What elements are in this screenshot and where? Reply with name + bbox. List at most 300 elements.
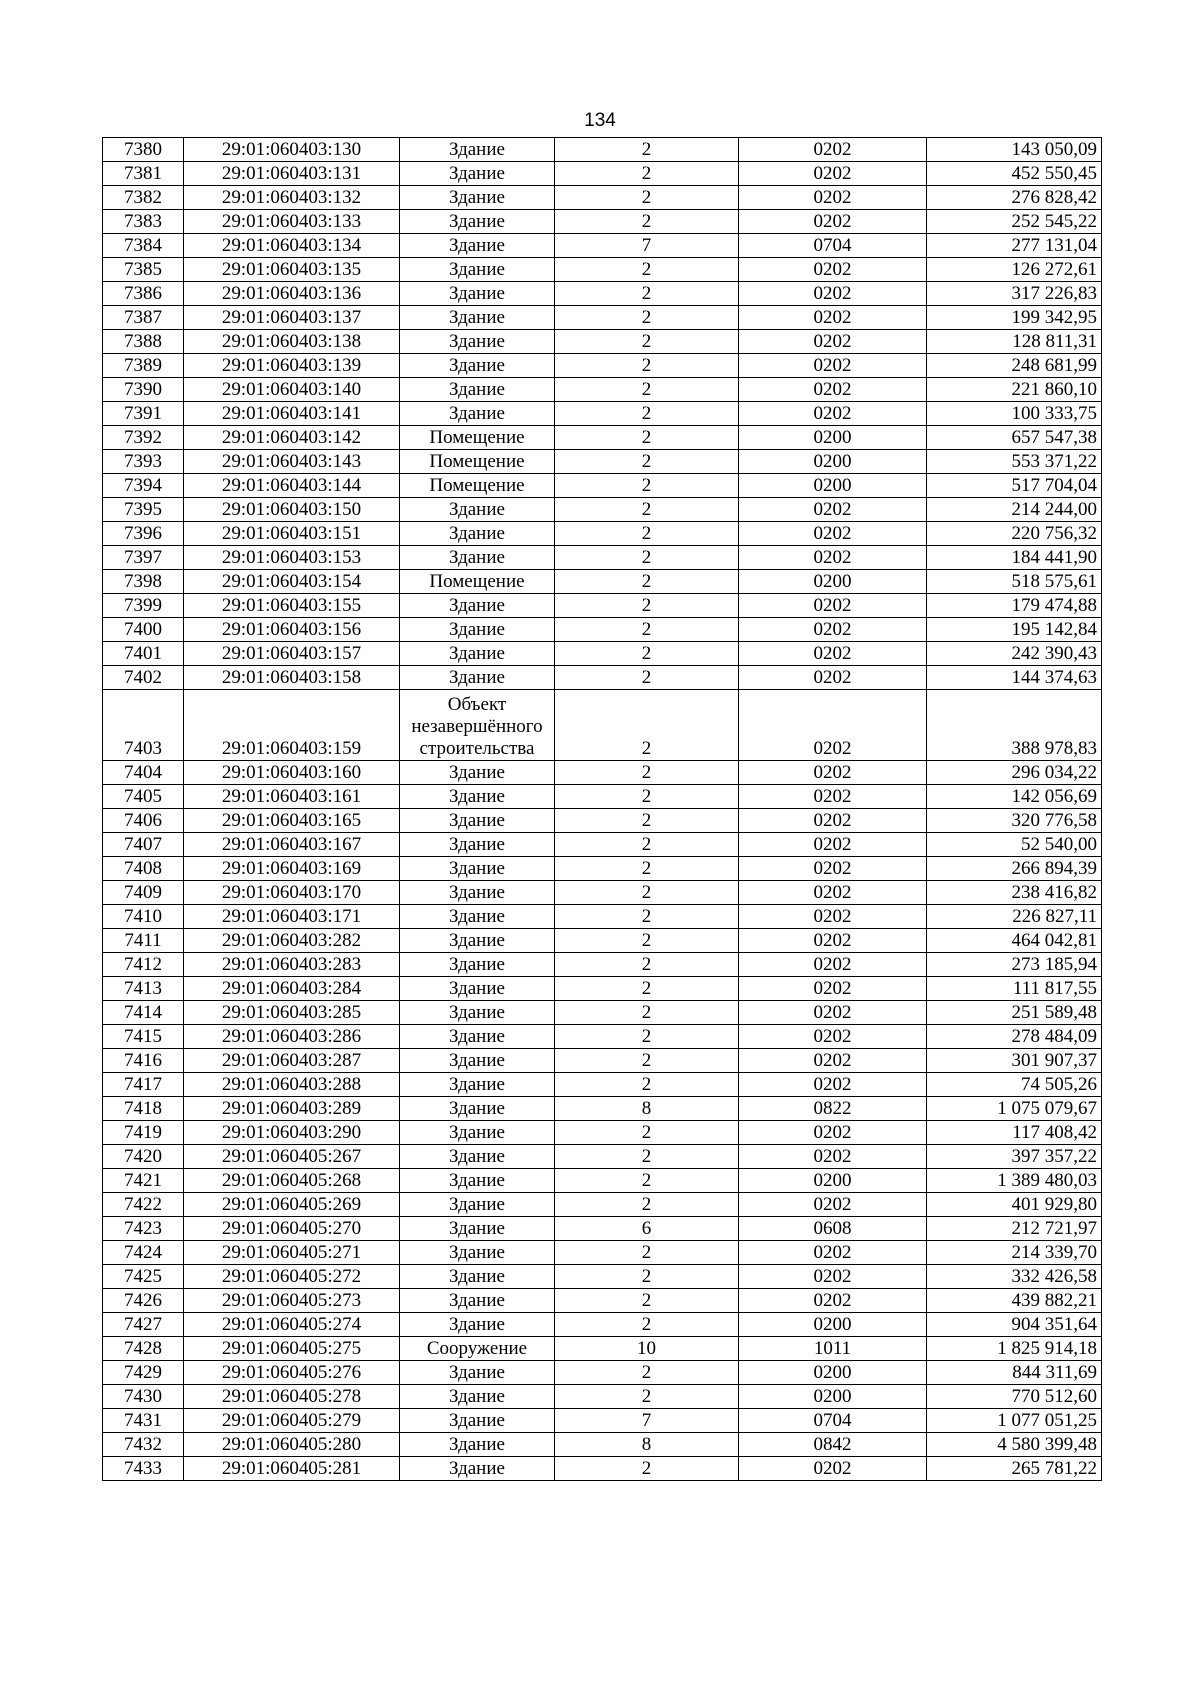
cadastral-number-cell: 29:01:060403:167	[184, 833, 400, 857]
row-number-cell: 7404	[103, 761, 184, 785]
object-type-cell: Здание	[400, 1145, 555, 1169]
row-number-cell: 7418	[103, 1097, 184, 1121]
value-cell: 904 351,64	[927, 1313, 1102, 1337]
object-type-cell: Здание	[400, 905, 555, 929]
row-number-cell: 7402	[103, 666, 184, 690]
table-row	[103, 1433, 1102, 1457]
value-cell: 195 142,84	[927, 618, 1102, 642]
object-type-cell: Здание	[400, 594, 555, 618]
row-number-cell: 7414	[103, 1001, 184, 1025]
value-cell: 296 034,22	[927, 761, 1102, 785]
object-type-cell: Сооружение	[400, 1337, 555, 1361]
value-cell: 251 589,48	[927, 1001, 1102, 1025]
group-cell: 2	[555, 378, 739, 402]
group-cell: 2	[555, 809, 739, 833]
row-number-cell: 7390	[103, 378, 184, 402]
group-cell: 2	[555, 1457, 739, 1481]
value-cell: 464 042,81	[927, 929, 1102, 953]
group-cell: 7	[555, 234, 739, 258]
cadastral-number-cell: 29:01:060405:273	[184, 1289, 400, 1313]
row-number-cell: 7431	[103, 1409, 184, 1433]
code-cell: 0202	[739, 258, 927, 282]
table-row	[103, 1193, 1102, 1217]
group-cell: 2	[555, 138, 739, 162]
group-cell: 2	[555, 1049, 739, 1073]
row-number-cell: 7420	[103, 1145, 184, 1169]
code-cell: 0202	[739, 1457, 927, 1481]
code-cell: 0202	[739, 1049, 927, 1073]
table-row	[103, 1169, 1102, 1193]
object-type-cell: Здание	[400, 186, 555, 210]
cadastral-number-cell: 29:01:060403:139	[184, 354, 400, 378]
code-cell: 0202	[739, 330, 927, 354]
code-cell: 0202	[739, 1241, 927, 1265]
code-cell: 0202	[739, 690, 927, 761]
table-row	[103, 833, 1102, 857]
table-row	[103, 546, 1102, 570]
value-cell: 265 781,22	[927, 1457, 1102, 1481]
table-row	[103, 618, 1102, 642]
cadastral-number-cell: 29:01:060403:159	[184, 690, 400, 761]
object-type-cell: Здание	[400, 1433, 555, 1457]
table-row	[103, 234, 1102, 258]
table-row	[103, 186, 1102, 210]
table-row	[103, 354, 1102, 378]
row-number-cell: 7427	[103, 1313, 184, 1337]
cadastral-number-cell: 29:01:060403:150	[184, 498, 400, 522]
code-cell: 0202	[739, 1121, 927, 1145]
value-cell: 143 050,09	[927, 138, 1102, 162]
table-row	[103, 953, 1102, 977]
code-cell: 0202	[739, 666, 927, 690]
group-cell: 2	[555, 642, 739, 666]
group-cell: 8	[555, 1097, 739, 1121]
code-cell: 0202	[739, 498, 927, 522]
value-cell: 320 776,58	[927, 809, 1102, 833]
code-cell: 0202	[739, 761, 927, 785]
cadastral-number-cell: 29:01:060403:170	[184, 881, 400, 905]
object-type-cell: Здание	[400, 1361, 555, 1385]
code-cell: 0202	[739, 402, 927, 426]
value-cell: 252 545,22	[927, 210, 1102, 234]
code-cell: 0200	[739, 1385, 927, 1409]
value-cell: 1 075 079,67	[927, 1097, 1102, 1121]
group-cell: 2	[555, 1385, 739, 1409]
code-cell: 0200	[739, 570, 927, 594]
row-number-cell: 7411	[103, 929, 184, 953]
group-cell: 2	[555, 905, 739, 929]
value-cell: 657 547,38	[927, 426, 1102, 450]
group-cell: 6	[555, 1217, 739, 1241]
cadastral-number-cell: 29:01:060403:287	[184, 1049, 400, 1073]
group-cell: 2	[555, 1289, 739, 1313]
row-number-cell: 7401	[103, 642, 184, 666]
group-cell: 10	[555, 1337, 739, 1361]
value-cell: 142 056,69	[927, 785, 1102, 809]
cadastral-number-cell: 29:01:060403:134	[184, 234, 400, 258]
group-cell: 2	[555, 1073, 739, 1097]
table-row	[103, 210, 1102, 234]
cadastral-number-cell: 29:01:060405:272	[184, 1265, 400, 1289]
value-cell: 452 550,45	[927, 162, 1102, 186]
row-number-cell: 7412	[103, 953, 184, 977]
table-row	[103, 498, 1102, 522]
cadastral-number-cell: 29:01:060403:157	[184, 642, 400, 666]
row-number-cell: 7382	[103, 186, 184, 210]
object-type-cell: Здание	[400, 1457, 555, 1481]
value-cell: 397 357,22	[927, 1145, 1102, 1169]
code-cell: 0704	[739, 1409, 927, 1433]
cadastral-number-cell: 29:01:060405:281	[184, 1457, 400, 1481]
row-number-cell: 7381	[103, 162, 184, 186]
group-cell: 2	[555, 833, 739, 857]
table-row	[103, 809, 1102, 833]
table-row	[103, 522, 1102, 546]
code-cell: 0202	[739, 618, 927, 642]
group-cell: 2	[555, 594, 739, 618]
object-type-cell: Здание	[400, 1289, 555, 1313]
group-cell: 2	[555, 1241, 739, 1265]
row-number-cell: 7391	[103, 402, 184, 426]
object-type-cell: Здание	[400, 618, 555, 642]
cadastral-number-cell: 29:01:060403:286	[184, 1025, 400, 1049]
group-cell: 2	[555, 186, 739, 210]
value-cell: 1 077 051,25	[927, 1409, 1102, 1433]
object-type-cell: Здание	[400, 1217, 555, 1241]
table-row	[103, 1145, 1102, 1169]
cadastral-number-cell: 29:01:060403:169	[184, 857, 400, 881]
cadastral-number-cell: 29:01:060403:284	[184, 977, 400, 1001]
row-number-cell: 7397	[103, 546, 184, 570]
value-cell: 126 272,61	[927, 258, 1102, 282]
object-type-cell: Помещение	[400, 426, 555, 450]
table-row	[103, 1073, 1102, 1097]
value-cell: 226 827,11	[927, 905, 1102, 929]
cadastral-number-cell: 29:01:060403:158	[184, 666, 400, 690]
row-number-cell: 7399	[103, 594, 184, 618]
cadastral-number-cell: 29:01:060403:285	[184, 1001, 400, 1025]
table-row	[103, 666, 1102, 690]
value-cell: 317 226,83	[927, 282, 1102, 306]
cadastral-number-cell: 29:01:060405:268	[184, 1169, 400, 1193]
object-type-cell: Здание	[400, 1193, 555, 1217]
cadastral-number-cell: 29:01:060403:156	[184, 618, 400, 642]
row-number-cell: 7433	[103, 1457, 184, 1481]
code-cell: 0202	[739, 522, 927, 546]
row-number-cell: 7393	[103, 450, 184, 474]
object-type-cell: Здание	[400, 282, 555, 306]
object-type-cell: Здание	[400, 833, 555, 857]
value-cell: 214 339,70	[927, 1241, 1102, 1265]
group-cell: 2	[555, 162, 739, 186]
table-row	[103, 426, 1102, 450]
object-type-cell: Здание	[400, 402, 555, 426]
cadastral-number-cell: 29:01:060403:290	[184, 1121, 400, 1145]
row-number-cell: 7400	[103, 618, 184, 642]
cadastral-number-cell: 29:01:060405:280	[184, 1433, 400, 1457]
group-cell: 2	[555, 1001, 739, 1025]
table-row	[103, 1385, 1102, 1409]
code-cell: 0202	[739, 186, 927, 210]
value-cell: 332 426,58	[927, 1265, 1102, 1289]
row-number-cell: 7389	[103, 354, 184, 378]
table-row	[103, 378, 1102, 402]
object-type-cell: Здание	[400, 666, 555, 690]
group-cell: 2	[555, 690, 739, 761]
object-type-cell: Здание	[400, 522, 555, 546]
object-type-cell: Здание	[400, 857, 555, 881]
value-cell: 278 484,09	[927, 1025, 1102, 1049]
row-number-cell: 7388	[103, 330, 184, 354]
group-cell: 7	[555, 1409, 739, 1433]
row-number-cell: 7407	[103, 833, 184, 857]
row-number-cell: 7421	[103, 1169, 184, 1193]
code-cell: 0202	[739, 378, 927, 402]
code-cell: 0202	[739, 354, 927, 378]
group-cell: 2	[555, 929, 739, 953]
cadastral-number-cell: 29:01:060403:154	[184, 570, 400, 594]
code-cell: 0202	[739, 905, 927, 929]
registry-table-body	[103, 138, 1102, 1481]
row-number-cell: 7387	[103, 306, 184, 330]
table-row	[103, 570, 1102, 594]
value-cell: 401 929,80	[927, 1193, 1102, 1217]
code-cell: 0202	[739, 953, 927, 977]
object-type-cell: Здание	[400, 306, 555, 330]
group-cell: 2	[555, 210, 739, 234]
cadastral-number-cell: 29:01:060405:275	[184, 1337, 400, 1361]
table-row	[103, 330, 1102, 354]
value-cell: 276 828,42	[927, 186, 1102, 210]
table-row	[103, 594, 1102, 618]
table-row	[103, 1049, 1102, 1073]
table-row	[103, 1217, 1102, 1241]
cadastral-number-cell: 29:01:060403:289	[184, 1097, 400, 1121]
value-cell: 184 441,90	[927, 546, 1102, 570]
cadastral-number-cell: 29:01:060405:278	[184, 1385, 400, 1409]
code-cell: 0822	[739, 1097, 927, 1121]
code-cell: 0200	[739, 1361, 927, 1385]
table-row	[103, 1337, 1102, 1361]
group-cell: 2	[555, 450, 739, 474]
object-type-cell: Помещение	[400, 450, 555, 474]
object-type-cell: Здание	[400, 1049, 555, 1073]
code-cell: 0202	[739, 282, 927, 306]
table-row	[103, 162, 1102, 186]
code-cell: 0202	[739, 881, 927, 905]
cadastral-number-cell: 29:01:060403:131	[184, 162, 400, 186]
row-number-cell: 7426	[103, 1289, 184, 1313]
group-cell: 2	[555, 306, 739, 330]
object-type-cell: Здание	[400, 1025, 555, 1049]
cadastral-number-cell: 29:01:060403:144	[184, 474, 400, 498]
value-cell: 179 474,88	[927, 594, 1102, 618]
value-cell: 74 505,26	[927, 1073, 1102, 1097]
value-cell: 1 825 914,18	[927, 1337, 1102, 1361]
object-type-cell: Здание	[400, 761, 555, 785]
group-cell: 2	[555, 1193, 739, 1217]
table-row	[103, 1121, 1102, 1145]
group-cell: 2	[555, 1169, 739, 1193]
group-cell: 2	[555, 1361, 739, 1385]
registry-table	[102, 137, 1102, 1481]
object-type-cell: Здание	[400, 1097, 555, 1121]
value-cell: 242 390,43	[927, 642, 1102, 666]
row-number-cell: 7408	[103, 857, 184, 881]
cadastral-number-cell: 29:01:060403:138	[184, 330, 400, 354]
value-cell: 238 416,82	[927, 881, 1102, 905]
code-cell: 0202	[739, 594, 927, 618]
cadastral-number-cell: 29:01:060403:132	[184, 186, 400, 210]
group-cell: 2	[555, 977, 739, 1001]
code-cell: 0202	[739, 642, 927, 666]
value-cell: 4 580 399,48	[927, 1433, 1102, 1457]
row-number-cell: 7394	[103, 474, 184, 498]
code-cell: 0202	[739, 1025, 927, 1049]
cadastral-number-cell: 29:01:060403:288	[184, 1073, 400, 1097]
group-cell: 2	[555, 881, 739, 905]
object-type-cell: Здание	[400, 929, 555, 953]
group-cell: 2	[555, 282, 739, 306]
cadastral-number-cell: 29:01:060405:271	[184, 1241, 400, 1265]
value-cell: 1 389 480,03	[927, 1169, 1102, 1193]
cadastral-number-cell: 29:01:060403:151	[184, 522, 400, 546]
value-cell: 117 408,42	[927, 1121, 1102, 1145]
row-number-cell: 7403	[103, 690, 184, 761]
cadastral-number-cell: 29:01:060405:270	[184, 1217, 400, 1241]
table-row	[103, 905, 1102, 929]
table-row	[103, 1001, 1102, 1025]
row-number-cell: 7425	[103, 1265, 184, 1289]
cadastral-number-cell: 29:01:060403:153	[184, 546, 400, 570]
value-cell: 553 371,22	[927, 450, 1102, 474]
cadastral-number-cell: 29:01:060403:130	[184, 138, 400, 162]
object-type-cell: Здание	[400, 977, 555, 1001]
group-cell: 2	[555, 1265, 739, 1289]
cadastral-number-cell: 29:01:060403:143	[184, 450, 400, 474]
row-number-cell: 7428	[103, 1337, 184, 1361]
table-row	[103, 1289, 1102, 1313]
table-row	[103, 282, 1102, 306]
cadastral-number-cell: 29:01:060403:135	[184, 258, 400, 282]
group-cell: 8	[555, 1433, 739, 1457]
row-number-cell: 7405	[103, 785, 184, 809]
value-cell: 844 311,69	[927, 1361, 1102, 1385]
object-type-cell: Здание	[400, 809, 555, 833]
row-number-cell: 7423	[103, 1217, 184, 1241]
object-type-cell: Помещение	[400, 570, 555, 594]
table-row	[103, 977, 1102, 1001]
table-row	[103, 474, 1102, 498]
code-cell: 0202	[739, 138, 927, 162]
cadastral-number-cell: 29:01:060405:269	[184, 1193, 400, 1217]
row-number-cell: 7384	[103, 234, 184, 258]
value-cell: 221 860,10	[927, 378, 1102, 402]
row-number-cell: 7416	[103, 1049, 184, 1073]
table-row	[103, 881, 1102, 905]
group-cell: 2	[555, 1025, 739, 1049]
group-cell: 2	[555, 258, 739, 282]
cadastral-number-cell: 29:01:060405:276	[184, 1361, 400, 1385]
object-type-cell: Здание	[400, 546, 555, 570]
object-type-cell: Здание	[400, 378, 555, 402]
code-cell: 0202	[739, 977, 927, 1001]
group-cell: 2	[555, 1145, 739, 1169]
group-cell: 2	[555, 546, 739, 570]
row-number-cell: 7429	[103, 1361, 184, 1385]
table-row	[103, 138, 1102, 162]
row-number-cell: 7419	[103, 1121, 184, 1145]
object-type-cell: Здание	[400, 138, 555, 162]
group-cell: 2	[555, 330, 739, 354]
value-cell: 220 756,32	[927, 522, 1102, 546]
object-type-cell: Здание	[400, 1385, 555, 1409]
cadastral-number-cell: 29:01:060403:133	[184, 210, 400, 234]
cadastral-number-cell: 29:01:060405:274	[184, 1313, 400, 1337]
row-number-cell: 7430	[103, 1385, 184, 1409]
group-cell: 2	[555, 1313, 739, 1337]
cadastral-number-cell: 29:01:060403:283	[184, 953, 400, 977]
code-cell: 0202	[739, 833, 927, 857]
cadastral-number-cell: 29:01:060403:282	[184, 929, 400, 953]
cadastral-number-cell: 29:01:060403:140	[184, 378, 400, 402]
row-number-cell: 7417	[103, 1073, 184, 1097]
row-number-cell: 7415	[103, 1025, 184, 1049]
code-cell: 0202	[739, 1145, 927, 1169]
group-cell: 2	[555, 785, 739, 809]
cadastral-number-cell: 29:01:060403:160	[184, 761, 400, 785]
object-type-cell: Здание	[400, 1313, 555, 1337]
value-cell: 144 374,63	[927, 666, 1102, 690]
code-cell: 0202	[739, 929, 927, 953]
value-cell: 199 342,95	[927, 306, 1102, 330]
object-type-cell: Здание	[400, 1073, 555, 1097]
code-cell: 0202	[739, 809, 927, 833]
table-row	[103, 258, 1102, 282]
table-row	[103, 1457, 1102, 1481]
object-type-cell: Здание	[400, 881, 555, 905]
row-number-cell: 7383	[103, 210, 184, 234]
value-cell: 266 894,39	[927, 857, 1102, 881]
code-cell: 0202	[739, 1001, 927, 1025]
value-cell: 518 575,61	[927, 570, 1102, 594]
value-cell: 517 704,04	[927, 474, 1102, 498]
group-cell: 2	[555, 857, 739, 881]
value-cell: 770 512,60	[927, 1385, 1102, 1409]
value-cell: 111 817,55	[927, 977, 1102, 1001]
cadastral-number-cell: 29:01:060403:165	[184, 809, 400, 833]
group-cell: 2	[555, 953, 739, 977]
code-cell: 0704	[739, 234, 927, 258]
group-cell: 2	[555, 570, 739, 594]
code-cell: 0202	[739, 857, 927, 881]
object-type-cell: Здание	[400, 1121, 555, 1145]
code-cell: 0200	[739, 474, 927, 498]
group-cell: 2	[555, 354, 739, 378]
table-row	[103, 1241, 1102, 1265]
group-cell: 2	[555, 426, 739, 450]
row-number-cell: 7422	[103, 1193, 184, 1217]
row-number-cell: 7406	[103, 809, 184, 833]
group-cell: 2	[555, 1121, 739, 1145]
object-type-cell: Здание	[400, 1265, 555, 1289]
table-row	[103, 1409, 1102, 1433]
object-type-cell: Здание	[400, 354, 555, 378]
table-row	[103, 306, 1102, 330]
code-cell: 0200	[739, 1169, 927, 1193]
code-cell: 0202	[739, 1073, 927, 1097]
object-type-cell: Помещение	[400, 474, 555, 498]
